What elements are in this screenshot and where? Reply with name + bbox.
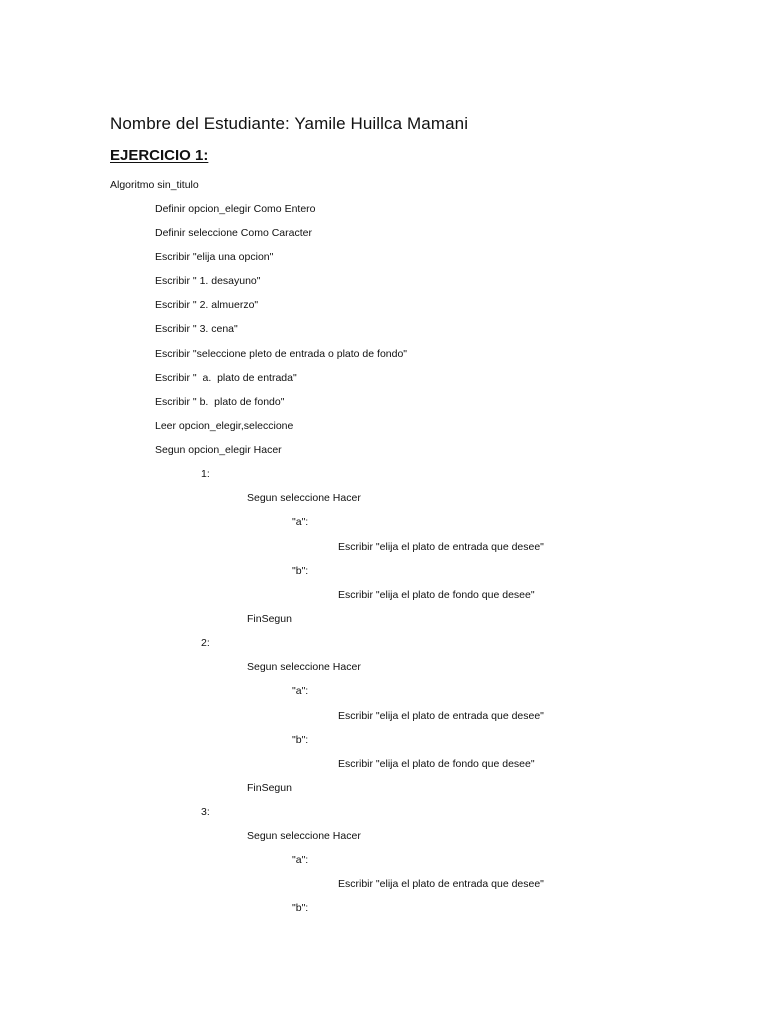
- code-line: Algoritmo sin_titulo: [110, 179, 199, 191]
- code-line: "a":: [292, 516, 309, 528]
- code-line: 2:: [201, 637, 210, 649]
- exercise-heading: EJERCICIO 1:: [110, 147, 209, 164]
- code-line: "b":: [292, 902, 309, 914]
- code-line: Escribir "seleccione pleto de entrada o plato de fondo": [155, 348, 408, 360]
- code-line: FinSegun: [247, 613, 292, 625]
- code-line: Segun opcion_elegir Hacer: [155, 444, 282, 456]
- code-line: Escribir "elija el plato de entrada que desee": [338, 541, 544, 553]
- code-line: Escribir "elija el plato de fondo que desee": [338, 758, 535, 770]
- code-line: "a":: [292, 685, 309, 697]
- code-line: "b":: [292, 565, 309, 577]
- code-line: Definir seleccione Como Caracter: [155, 227, 312, 239]
- code-line: Segun seleccione Hacer: [247, 492, 361, 504]
- code-line: FinSegun: [247, 782, 292, 794]
- code-line: Segun seleccione Hacer: [247, 830, 361, 842]
- code-line: Escribir "elija el plato de entrada que desee": [338, 878, 544, 890]
- code-line: Escribir " 3. cena": [155, 323, 238, 335]
- code-line: Definir opcion_elegir Como Entero: [155, 203, 316, 215]
- code-line: Escribir " a. plato de entrada": [155, 372, 297, 384]
- code-line: Escribir " 2. almuerzo": [155, 299, 259, 311]
- code-line: 1:: [201, 468, 210, 480]
- code-line: Escribir "elija una opcion": [155, 251, 274, 263]
- code-line: Leer opcion_elegir,seleccione: [155, 420, 294, 432]
- code-line: 3:: [201, 806, 210, 818]
- student-name: Nombre del Estudiante: Yamile Huillca Mamani: [110, 114, 469, 133]
- code-line: "a":: [292, 854, 309, 866]
- code-line: Escribir " 1. desayuno": [155, 275, 261, 287]
- code-line: "b":: [292, 734, 309, 746]
- code-line: Segun seleccione Hacer: [247, 661, 361, 673]
- code-line: Escribir " b. plato de fondo": [155, 396, 285, 408]
- code-line: Escribir "elija el plato de fondo que desee": [338, 589, 535, 601]
- code-line: Escribir "elija el plato de entrada que desee": [338, 710, 544, 722]
